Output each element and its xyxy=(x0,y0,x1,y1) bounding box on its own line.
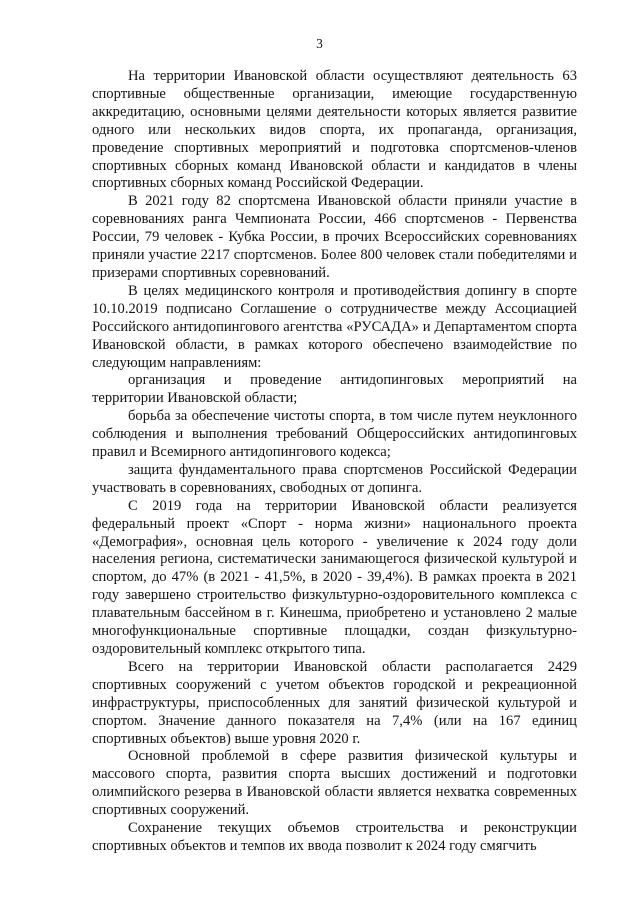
page-number: 3 xyxy=(316,36,323,51)
paragraph-direction-athlete-rights: защита фундаментального права спортсменов Российской Федерации участвовать в соревнованиях, свободных от допинга. xyxy=(92,461,577,496)
paragraph-sport-organizations: На территории Ивановской области осуществляют деятельность 63 спортивные общественные организации, имеющие государственную аккредитацию, основными целями деятельности которых является развитие одного или нескольких видов спорта, их пропаганда, организация, проведение спортивных мероприятий и подготовка спортсменов-членов спортивных сборных команд Ивановской области и кандидатов в члены спортивных сборных команд Российской Федерации. xyxy=(92,68,577,192)
paragraph-direction-events: организация и проведение антидопинговых мероприятий на территории Ивановской области; xyxy=(92,372,577,407)
paragraph-main-problem: Основной проблемой в сфере развития физической культуры и массового спорта, развития спорта высших достижений и подготовки олимпийского резерва в Ивановской области является нехватка современных спортивных сооружений. xyxy=(92,748,577,819)
paragraph-competitions-2021: В 2021 году 82 спортсмена Ивановской области приняли участие в соревнованиях ранга Чемпионата России, 466 спортсменов - Первенства России, 79 человек - Кубка России, в прочих Всероссийских соревнованиях приняли участие 2217 спортсменов. Более 800 человек стали победителями и призерами спортивных соревнований. xyxy=(92,193,577,281)
paragraph-construction-outlook: Сохранение текущих объемов строительства и реконструкции спортивных объектов и темпов их ввода позволит к 2024 году смягчить xyxy=(92,820,577,854)
paragraph-antidoping-agreement: В целях медицинского контроля и противодействия допингу в спорте 10.10.2019 подписано Соглашение о сотрудничестве между Ассоциацией Российского антидопингового агентства «РУСАДА» и Департаментом спорта Ивановской области, в рамках которого обеспечено взаимодействие по следующим направлениям: xyxy=(92,282,577,371)
paragraph-sport-facilities: Всего на территории Ивановской области располагается 2429 спортивных сооружений с учетом объектов городской и рекреационной инфраструктуры, приспособленных для занятий физической культурой и спортом. Значение данного показателя на 7,4% (или на 167 единиц спортивных объектов) выше уровня 2020 г. xyxy=(92,658,577,747)
document-body xyxy=(92,68,577,856)
paragraph-federal-project: С 2019 года на территории Ивановской области реализуется федеральный проект «Спорт - норма жизни» национального проекта «Демография», основная цель которого - увеличение к 2024 году доли населения региона, систематически занимающегося физической культурой и спортом, до 47% (в 2021 - 41,5%, в 2020 - 39,4%). В рамках проекта в 2021 году завершено строительство физкультурно-оздоровительного комплекса с плавательным бассейном в г. Кинешма, приобретено и установлено 2 малые многофункциональные спортивные площадки, создан физкультурно-оздоровительный комплекс открытого типа. xyxy=(92,497,577,657)
paragraph-direction-clean-sport: борьба за обеспечение чистоты спорта, в том числе путем неуклонного соблюдения и выполнения требований Общероссийских антидопинговых правил и Всемирного антидопингового кодекса; xyxy=(92,408,577,461)
